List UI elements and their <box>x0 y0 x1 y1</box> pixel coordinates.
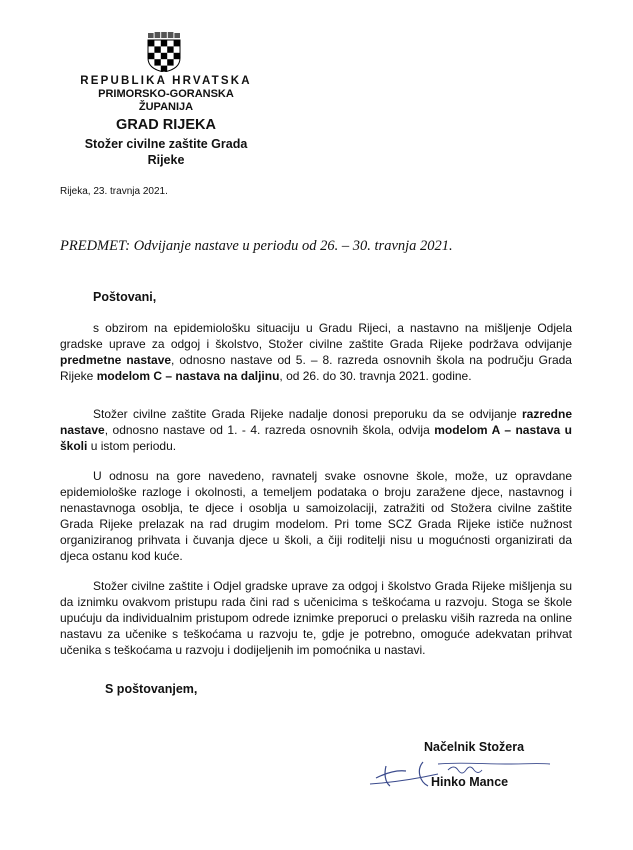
county-name-line2: ŽUPANIJA <box>138 101 194 113</box>
paragraph-1 <box>60 320 572 384</box>
p1-bold-1: predmetne nastave <box>60 353 172 367</box>
closing: S poštovanjem, <box>105 682 198 696</box>
paragraph-2 <box>60 406 572 454</box>
issuing-body: Stožer civilne zaštite Grada Rijeke <box>84 137 248 167</box>
p2-bold-1: razredne nastave <box>60 407 572 437</box>
paragraph-3 <box>60 468 572 564</box>
county-name-line1: PRIMORSKO-GORANSKA <box>98 88 234 100</box>
p2-text-3: u istom periodu. <box>87 439 177 453</box>
date-line: Rijeka, 23. travnja 2021. <box>60 186 168 197</box>
p2-text-2: , odnosno nastave od 1. - 4. razreda osnovnih škola, odvija <box>104 423 435 437</box>
city-name: GRAD RIJEKA <box>116 117 216 133</box>
paragraph-4 <box>60 578 572 658</box>
letterhead <box>40 74 292 168</box>
greeting: Poštovani, <box>93 290 157 304</box>
p2-bold-2: modelom A – nastava u školi <box>60 423 572 453</box>
p3-text: U odnosu na gore navedeno, ravnatelj svake osnovne škole, može, uz opravdane epidemiološke razloge i okolnosti, a temeljem podataka o broju zaražene djece, nastavnog i nenastavnoga osoblja, te djece i osoblja u samoizolaciji, zatražiti od Stožera civilne zaštite Grada Rijeke prelazak na rad drugim modelom. Pri tome SCZ Grada Rijeke ističe nužnost organiziranog prihvata i čuvanja djece u školi, a čiji roditelji nisu u mogućnosti organizirati da djeca ostanu kod kuće. <box>60 469 572 563</box>
country-name: REPUBLIKA HRVATSKA <box>80 75 252 87</box>
p1-bold-2: modelom C – nastava na daljinu <box>96 369 280 383</box>
p1-text-1: s obzirom na epidemiološku situaciju u Gradu Rijeci, a nastavno na mišljenje Odjela gradske uprave za odgoj i školstvo, Stožer civilne zaštite Grada Rijeke podržava odvijanje <box>60 321 572 351</box>
p1-text-2: , odnosno nastave od 5. – 8. razreda osnovnih škola na području Grada Rijeke <box>60 353 572 383</box>
croatian-coat-of-arms-icon <box>147 32 181 72</box>
p1-text-3: , od 26. do 30. travnja 2021. godine. <box>279 369 472 383</box>
subject-line: PREDMET: Odvijanje nastave u periodu od 26. – 30. travnja 2021. <box>60 238 453 254</box>
signatory-name: Hinko Mance <box>431 775 509 789</box>
p4-text: Stožer civilne zaštite i Odjel gradske uprave za odgoj i školstvo Grada Rijeke mišljenja su da iznimku ovakvom pristupu rada čini rad s učenicima s teškoćama u razvoju. Stoga se škole upućuju da individualnim pristupom odrede iznimke preporuci o prelasku viših razreda na online nastavu za učenike s teškoćama u razvoju te, gdje je potrebno, omoguće adekvatan prihvat učenika s teškoćama u razvoju i dodijeljenih im pomoćnika u nastavi. <box>60 579 572 657</box>
signatory-title: Načelnik Stožera <box>424 740 525 754</box>
coat-crown <box>148 32 180 38</box>
p2-text-1: Stožer civilne zaštite Grada Rijeke nadalje donosi preporuku da se odvijanje <box>93 407 522 421</box>
